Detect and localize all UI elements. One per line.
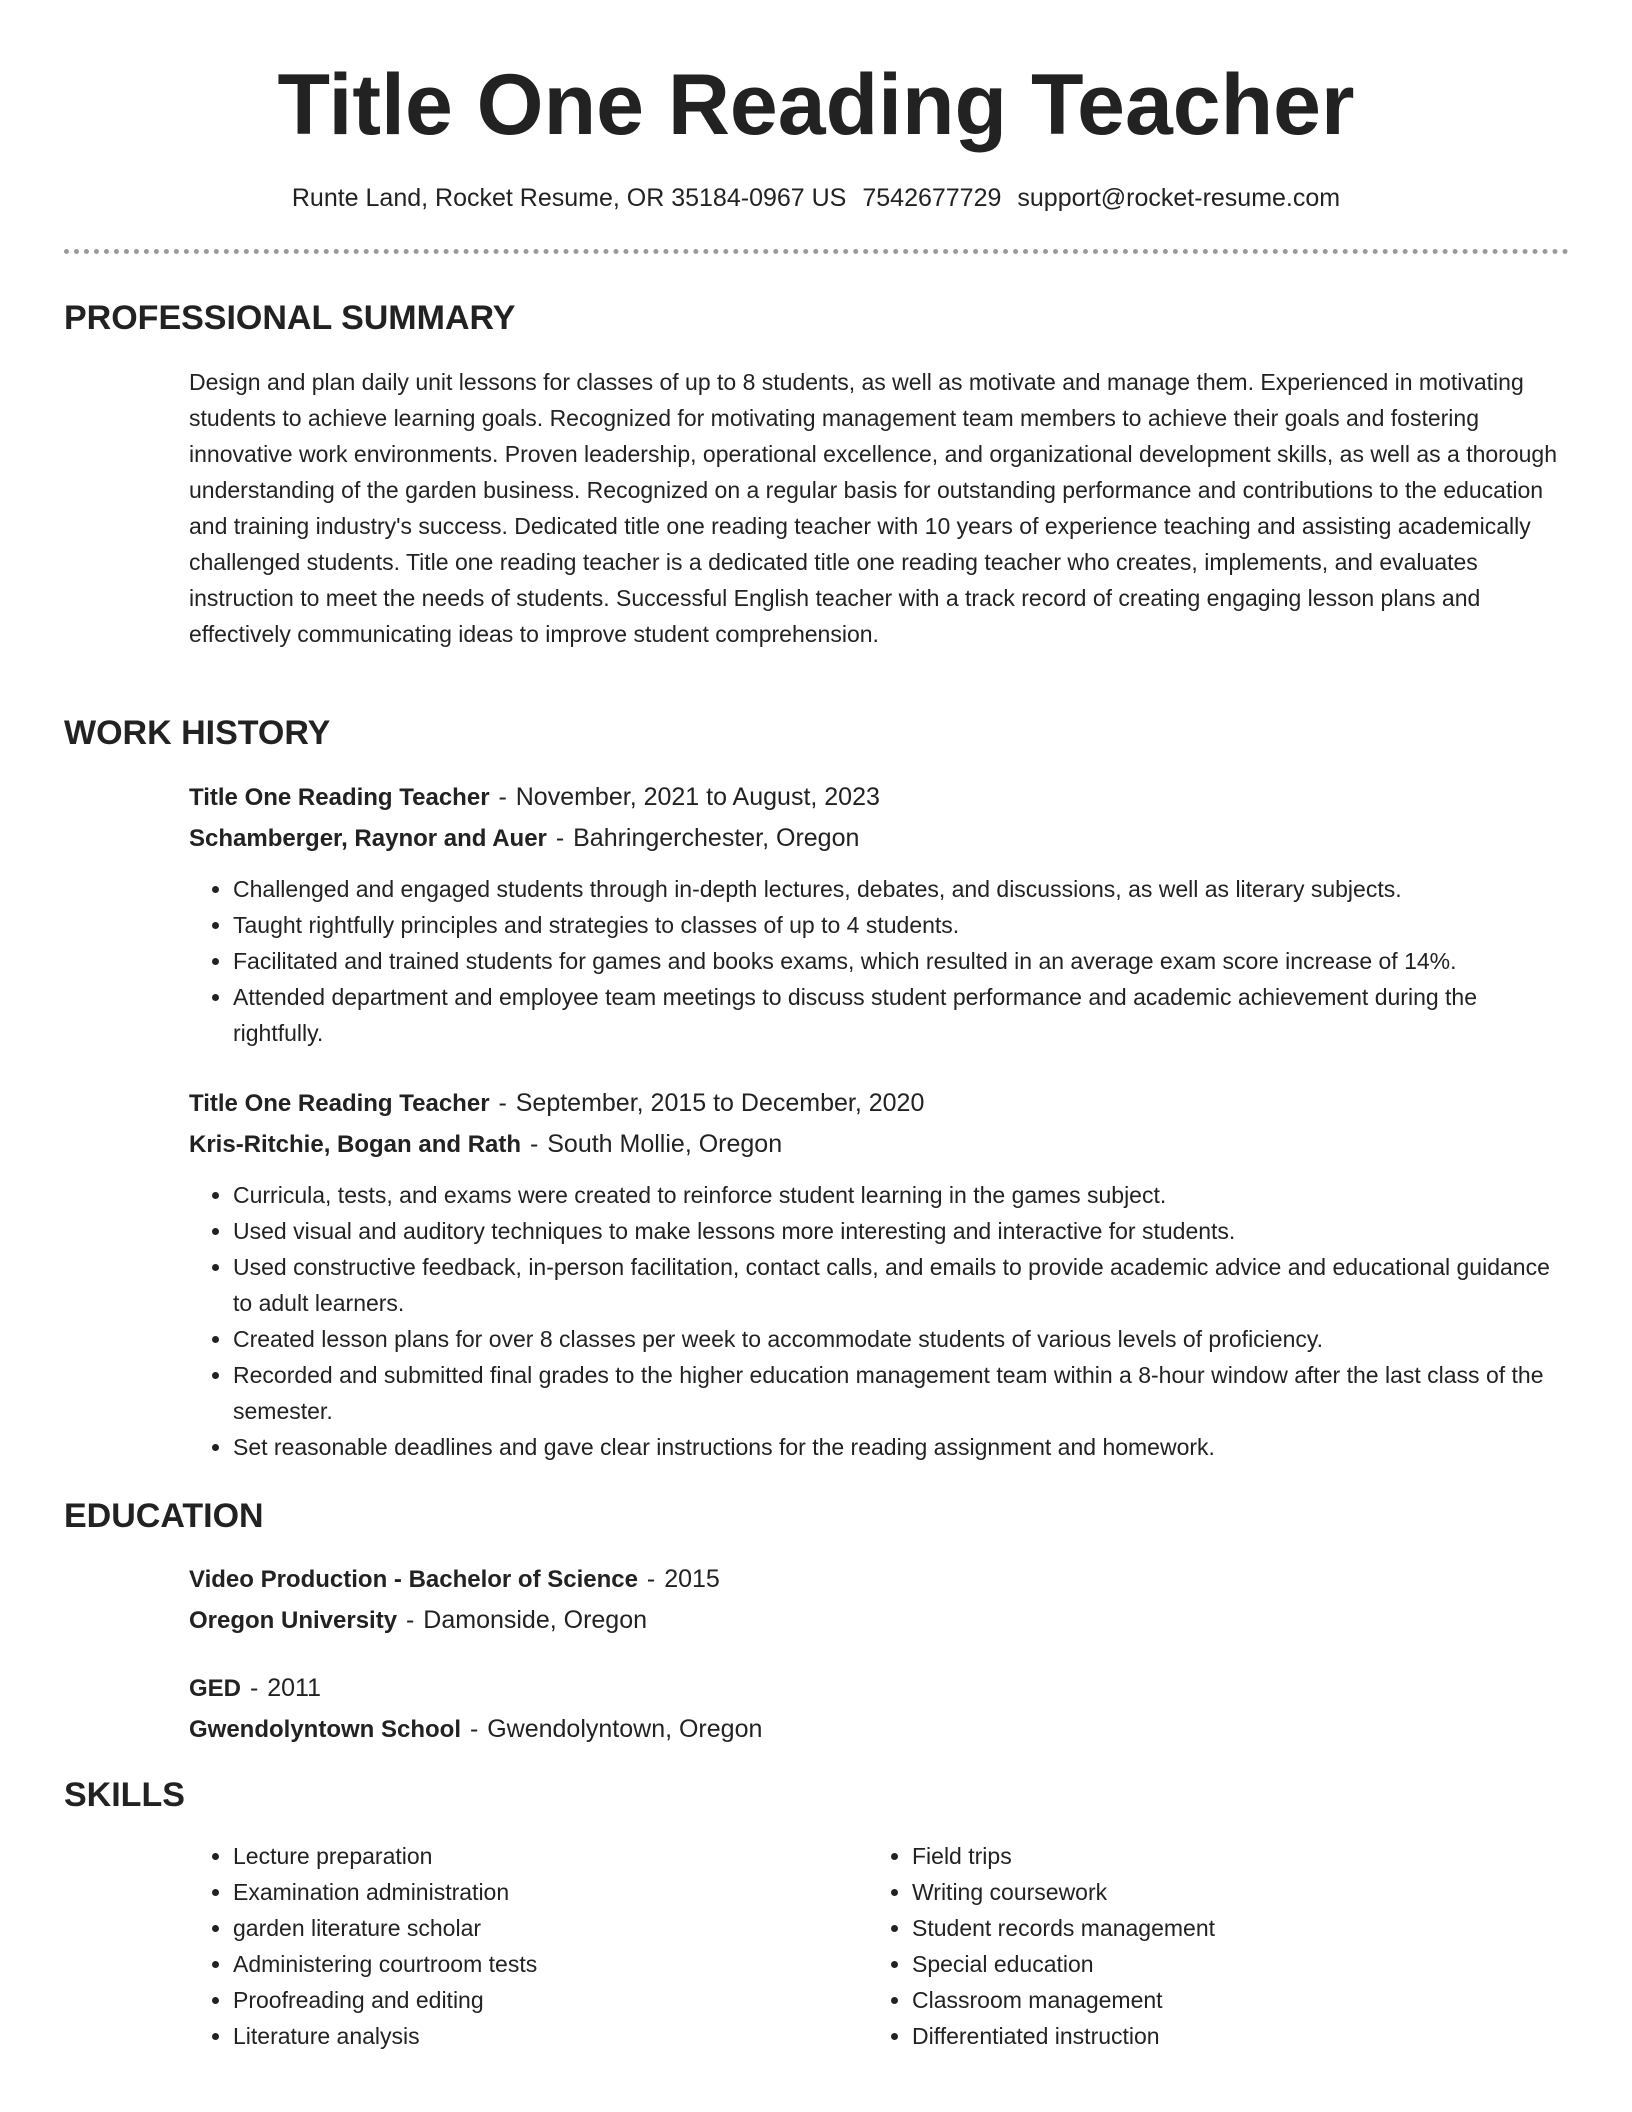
education-degree-line: Video Production - Bachelor of Science - 2015 (189, 1565, 720, 1593)
skill-item: • garden literature scholar (233, 1910, 829, 1946)
job-role: Title One Reading Teacher (189, 1090, 490, 1117)
header-divider (64, 249, 1569, 254)
job-role: Title One Reading Teacher (189, 784, 490, 811)
education-entry (189, 1559, 1567, 1641)
job-company-line: Kris-Ritchie, Bogan and Rath - South Mollie, Oregon (189, 1130, 783, 1158)
skills-list (189, 1838, 829, 2054)
skill-item: • Proofreading and editing (233, 1982, 829, 2018)
education-degree-line: GED - 2011 (189, 1674, 321, 1702)
skill-item: • Classroom management (912, 1982, 1548, 2018)
education-location: Damonside, Oregon (423, 1606, 648, 1634)
job-bullet: • Curricula, tests, and exams were created to reinforce student learning in the games subject. (233, 1177, 1567, 1213)
skill-item: • Writing coursework (912, 1874, 1548, 1910)
skill-item: • Lecture preparation (233, 1838, 829, 1874)
contact-address: Runte Land, Rocket Resume, OR 35184-0967 US (291, 184, 847, 212)
job-company: Kris-Ritchie, Bogan and Rath (189, 1131, 522, 1158)
job-bullet: • Used constructive feedback, in-person facilitation, contact calls, and emails to provide academic advice and educational guidance to adult learners. (233, 1249, 1567, 1321)
skill-item: • Administering courtroom tests (233, 1946, 829, 1982)
skill-item: • Special education (912, 1946, 1548, 1982)
job-bullet: • Challenged and engaged students through in-depth lectures, debates, and discussions, as well as literary subjects. (233, 871, 1567, 907)
skill-item: • Field trips (912, 1838, 1548, 1874)
job-company-line: Schamberger, Raynor and Auer - Bahringerchester, Oregon (189, 824, 860, 852)
job-bullet: • Created lesson plans for over 8 classes per week to accommodate students of various levels of proficiency. (233, 1321, 1567, 1357)
job-bullet: • Recorded and submitted final grades to the higher education management team within a 8-hour window after the last class of the semester. (233, 1357, 1567, 1429)
education-year: 2015 (664, 1565, 720, 1593)
education-entry (189, 1668, 1567, 1750)
contact-phone: 7542677729 (862, 184, 1002, 212)
contact-line (0, 180, 1632, 216)
education-degree: Video Production - Bachelor of Science (189, 1566, 638, 1593)
job-location: Bahringerchester, Oregon (573, 824, 860, 852)
education-school-line: Oregon University - Damonside, Oregon (189, 1606, 648, 1634)
section-title-education: EDUCATION (64, 1497, 264, 1535)
skills-list (868, 1838, 1548, 2054)
job-bullet: • Facilitated and trained students for games and books exams, which resulted in an average exam score increase of 14%. (233, 943, 1567, 979)
education-year: 2011 (267, 1674, 321, 1702)
job-entry (189, 777, 1567, 1051)
contact-email[interactable]: support@rocket-resume.com (1017, 184, 1341, 212)
section-title-summary: PROFESSIONAL SUMMARY (64, 299, 516, 337)
section-title-skills: SKILLS (64, 1776, 185, 1814)
job-bullet: • Set reasonable deadlines and gave clear instructions for the reading assignment and homework. (233, 1429, 1567, 1465)
education-school: Gwendolyntown School (189, 1716, 461, 1743)
candidate-name: Title One Reading Teacher (277, 57, 1355, 153)
job-dates: September, 2015 to December, 2020 (515, 1089, 925, 1117)
skills-column-left (189, 1838, 829, 2054)
skill-item: • Literature analysis (233, 2018, 829, 2054)
skill-item: • Examination administration (233, 1874, 829, 1910)
skills-column-right (868, 1838, 1548, 2054)
summary-text: Design and plan daily unit lessons for classes of up to 8 students, as well as motivate and manage them. Experienced in motivating students to achieve learning goals. Recognized for motivating management team members to achieve their goals and fostering innovative work environments. Proven leadership, operational excellence, and organizational development skills, as well as a thorough understanding of the garden business. Recognized on a regular basis for outstanding performance and contributions to the education and training industry's success. Dedicated title one reading teacher with 10 years of experience teaching and assisting academically challenged students. Title one reading teacher is a dedicated title one reading teacher who creates, implements, and evaluates instruction to meet the needs of students. Successful English teacher with a track record of creating engaging lesson plans and effectively communicating ideas to improve student comprehension. (189, 369, 1558, 647)
job-bullet: • Used visual and auditory techniques to make lessons more interesting and interactive for students. (233, 1213, 1567, 1249)
job-bullets (189, 1177, 1567, 1465)
job-bullet: • Attended department and employee team meetings to discuss student performance and academic achievement during the rightfully. (233, 979, 1567, 1051)
skill-item: • Differentiated instruction (912, 2018, 1548, 2054)
education-degree: GED (189, 1675, 242, 1702)
job-entry (189, 1083, 1567, 1465)
education-school-line: Gwendolyntown School - Gwendolyntown, Oregon (189, 1715, 763, 1743)
summary-block (189, 364, 1567, 652)
section-title-work-history: WORK HISTORY (64, 714, 331, 752)
job-bullet: • Taught rightfully principles and strategies to classes of up to 4 students. (233, 907, 1567, 943)
job-title-line: Title One Reading Teacher - September, 2015 to December, 2020 (189, 1089, 925, 1117)
skill-item: • Student records management (912, 1910, 1548, 1946)
job-title-line: Title One Reading Teacher - November, 2021 to August, 2023 (189, 783, 880, 811)
education-location: Gwendolyntown, Oregon (487, 1715, 763, 1743)
job-dates: November, 2021 to August, 2023 (515, 783, 880, 811)
job-location: South Mollie, Oregon (547, 1130, 783, 1158)
education-school: Oregon University (189, 1607, 398, 1634)
job-bullets (189, 871, 1567, 1051)
job-company: Schamberger, Raynor and Auer (189, 825, 547, 852)
